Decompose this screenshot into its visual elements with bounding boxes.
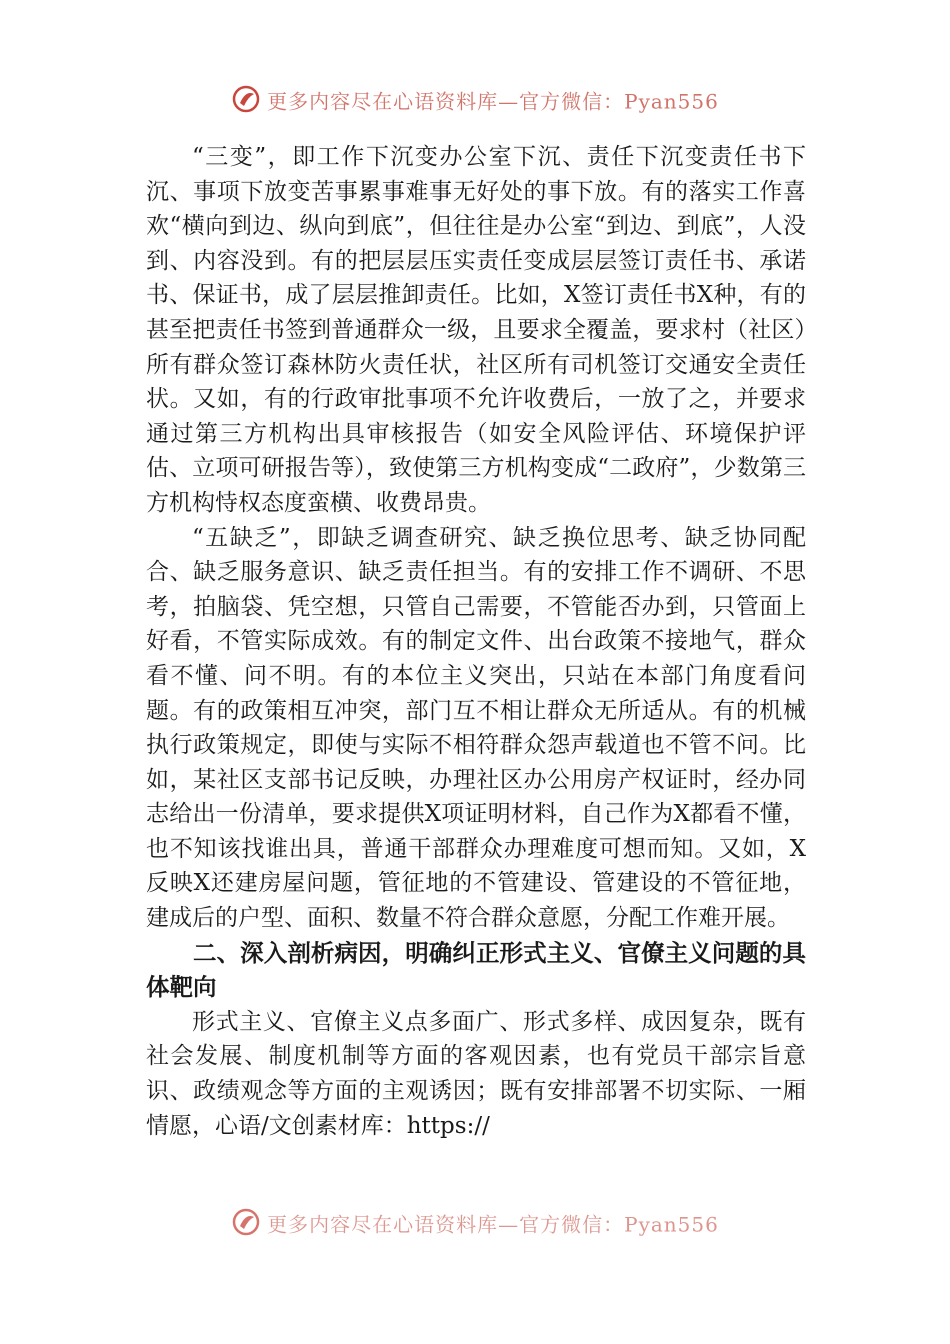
paragraph-san-bian: “三变”，即工作下沉变办公室下沉、责任下沉变责任书下沉、事项下放变苦事累事难事无好处的事下放。有的落实工作喜欢“横向到边、纵向到底”，但往往是办公室“到边、到底”，人没到、内容没到。有的把层层压实责任变成层层签订责任书、承诺书、保证书，成了层层推卸责任。比如，X签订责任书X种，有的甚至把责任书签到普通群众一级，且要求全覆盖，要求村（社区）所有群众签订森林防火责任状，社区所有司机签订交通安全责任状。又如，有的行政审批事项不允许收费后，一放了之，并要求通过第三方机构出具审核报告（如安全风险评估、环境保护评估、立项可研报告等），致使第三方机构变成“二政府”，少数第三方机构恃权态度蛮横、收费昂贵。 xyxy=(146,144,806,516)
watermark-text: 更多内容尽在心语资料库—官方微信：Pyan556 xyxy=(267,89,719,114)
watermark-footer xyxy=(0,1207,950,1245)
paragraph-wu-quefa: “五缺乏”，即缺乏调查研究、缺乏换位思考、缺乏协同配合、缺乏服务意识、缺乏责任担当。有的安排工作不调研、不思考，拍脑袋、凭空想，只管自己需要，不管能否办到，只管面上好看，不管实际成效。有的制定文件、出台政策不接地气，群众看不懂、问不明。有的本位主义突出，只站在本部门角度看问题。有的政策相互冲突，部门互不相让群众无所适从。有的机械执行政策规定，即使与实际不相符群众怨声载道也不管不问。比如，某社区支部书记反映，办理社区办公用房产权证时，经办同志给出一份清单，要求提供X项证明材料，自己作为X都看不懂，也不知该找谁出具，普通干部群众办理难度可想而知。又如，X反映X还建房屋问题，管征地的不管建设、管建设的不管征地，建成后的户型、面积、数量不符合群众意愿，分配工作难开展。 xyxy=(146,524,806,932)
paragraph-cause-text: 形式主义、官僚主义点多面广、形式多样、成因复杂，既有社会发展、制度机制等方面的客观因素，也有党员干部宗旨意识、政绩观念等方面的主观诱因；既有安排部署不切实际、一厢情愿， xyxy=(146,1008,806,1139)
logo-icon xyxy=(231,1207,261,1245)
paragraph-cause-analysis xyxy=(146,1005,806,1143)
document-body xyxy=(146,140,806,1143)
watermark-text: 更多内容尽在心语资料库—官方微信：Pyan556 xyxy=(267,1212,719,1237)
section-heading: 二、深入剖析病因，明确纠正形式主义、官僚主义问题的具体靶向 xyxy=(146,938,806,1002)
paragraph-cause-tail: 心语/文创素材库：https:// xyxy=(215,1112,490,1139)
watermark-header xyxy=(0,84,950,122)
logo-icon xyxy=(231,84,261,122)
